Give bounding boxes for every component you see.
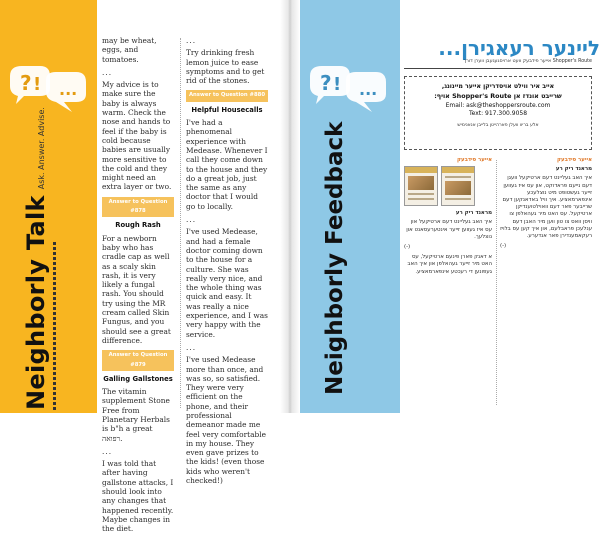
title-rule: [404, 68, 592, 69]
answer-heading: Answer to Question #878: [102, 197, 174, 218]
svg-text:!: !: [333, 74, 342, 95]
paragraph: The vitamin supplement Stone Free from Planetary Herbals is b"h a great רפואה.: [102, 387, 170, 443]
feedback-author: מראנד ריק רע: [555, 166, 592, 173]
svg-text:?: ?: [20, 71, 32, 95]
section-title-vertical: [322, 95, 348, 395]
article-thumbnail: [404, 166, 438, 206]
contact-email: Email: ask@theshoppersroute.com: [445, 102, 551, 109]
paragraph: For a newborn baby who has cradle cap as well as a scaly skin rash, it is very likely a fungal rash. You should try using the MR cream called Skin Fungus, and you should see a great difference.: [102, 233, 171, 345]
info-line: שרייבט אונדז אן Shopper's Route אויף:: [434, 92, 562, 100]
paragraph: may be wheat, eggs, and tomatoes.: [102, 36, 157, 64]
feedback-author: מראנד ריק רע: [455, 210, 492, 217]
section-title: Neighborly Feedback: [322, 121, 348, 395]
info-note: אלע בריוו וועלן פארהייטן בלייבן אנאנימיש: [457, 123, 539, 128]
contact-text-number: Text: 917.300.9058: [468, 110, 528, 117]
paragraph: I've had a phenomenal experience with Medease. Whenever I call they come down to the house and they do a great job, just the same as any doctor that I would go to locally.: [186, 118, 268, 211]
separator-dots: ...: [102, 446, 113, 456]
paragraph: איך האב געליינט דעם ארטיקעל און עס איז געווען זייער אינטערעסאנט און נוצלעך.: [406, 219, 492, 240]
section-title: Neighborly Talk: [22, 195, 50, 410]
paragraph: I've used Medease, and had a female doctor coming down to the house for a culture. She was really very nice, and the whole thing was quick and easy. It was really a nice experience, and I was very happy with the service.: [186, 227, 268, 339]
info-line: אייב איר ווילט אויסדריקן אייער מיינונג,: [441, 83, 555, 90]
title-underline: [53, 240, 56, 410]
column-divider: [496, 160, 497, 405]
paragraph: I was told that after having gallstone attacks, I should look into any changes that happened recently. Maybe changes in the diet.: [102, 459, 174, 534]
page-gutter: [280, 0, 300, 413]
page-title: ליינער רעאגירן...: [438, 36, 600, 60]
answer-heading: Answer to Question #880: [186, 90, 268, 101]
svg-text:...: ...: [59, 80, 78, 99]
feedback-section-label: אייער פידבעק: [557, 157, 592, 163]
right-column-left: [404, 157, 492, 279]
left-column-1: [102, 36, 174, 538]
topic-heading: Helpful Housecalls: [191, 105, 263, 114]
left-column-2: [186, 36, 268, 489]
signature: (-): [404, 244, 411, 251]
separator-dots: ...: [102, 67, 113, 77]
paragraph: Try drinking fresh lemon juice to ease symptoms and to get rid of the stones.: [186, 48, 265, 86]
paragraph: My advice is to make sure the baby is always warm. Check the nose and hands to feel if the baby is cold because babies are usually more sensitive to the cold and they might need an extra layer or two.: [102, 80, 172, 192]
paragraph: I've used Medease more than once, and was so, so satisfied. They were very efficient on the phone, and their professional demeanor made me feel very comfortable in my house. They even gave prizes to the kids! (even those kids who weren't checked!): [186, 355, 266, 486]
right-page-accent-band: [300, 0, 400, 413]
article-thumbnails: [404, 166, 492, 206]
answer-heading: Answer to Question #879: [102, 350, 174, 371]
section-title-vertical: [22, 107, 56, 410]
page-subtitle: אייער פידבעק וועט ארויסגעגעבן ווערן דורך Shopper's Route: [463, 59, 592, 64]
signature: (-): [500, 243, 507, 250]
right-column-right: [500, 157, 592, 253]
feedback-section-label: אייער פידבעק: [457, 157, 492, 163]
paragraph: איך האב געליינט דעם ארטיקעל וועגן דעם נייעם פראדוקט, און עס איז געווען זייער געשטופט מיט נוצלעכע אינפארמאציע. איך וויל באדאנקען דעם שרייבער פאר דעם וואוילטוענדיקן ארטיקעל. עס האט מיר געהאלפן צו וויסן וואס צו טון ווען מיר האבן דעם ענלעכן פראבלעם, און איך קען עס בלויז רעקאמענדירן פאר אנדערע.: [500, 175, 592, 240]
svg-text:...: ...: [359, 80, 378, 99]
separator-dots: ...: [186, 215, 197, 225]
article-thumbnail: [441, 166, 475, 206]
contact-info-box: [404, 76, 592, 150]
topic-heading: Rough Rash: [115, 221, 161, 230]
separator-dots: ...: [186, 36, 197, 45]
paragraph: א דאנק פארן פינעם ארטיקעל, עס האט מיר זייער געהאלפן און איך האב געפונען די רעכטע אינפארמאציע.: [407, 254, 492, 275]
section-tagline: Ask. Answer. Advise.: [37, 107, 46, 190]
svg-text:!: !: [33, 74, 42, 95]
svg-text:?: ?: [320, 71, 332, 95]
separator-dots: ...: [186, 342, 197, 352]
topic-heading: Galling Gallstones: [103, 374, 173, 383]
column-divider: [180, 38, 181, 408]
